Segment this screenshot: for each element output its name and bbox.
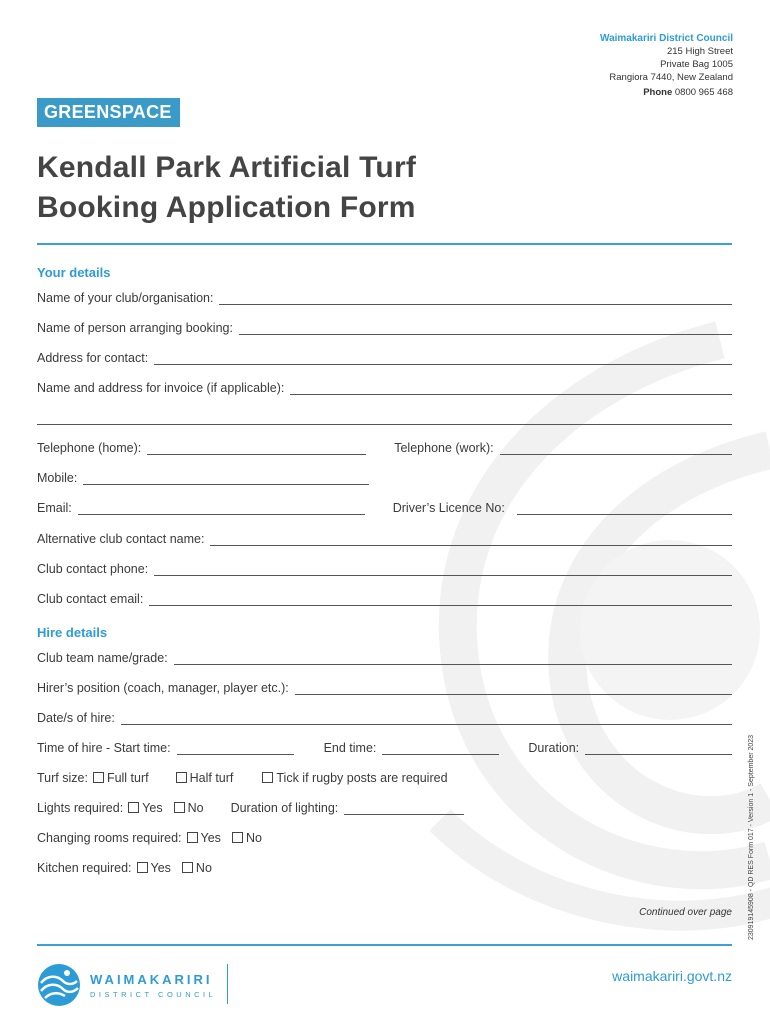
- kitchen-yes-checkbox[interactable]: [137, 862, 148, 873]
- section-heading-hire-details: Hire details: [37, 625, 108, 640]
- kitchen-yes-option[interactable]: [132, 861, 171, 875]
- section-heading-your-details: Your details: [37, 265, 111, 280]
- half-turf-checkbox[interactable]: [176, 772, 187, 783]
- option-label: Full turf: [106, 771, 149, 785]
- rugby-posts-option[interactable]: [257, 771, 447, 785]
- logo-subtitle: DISTRICT COUNCIL: [90, 990, 217, 999]
- club-phone-input[interactable]: [154, 564, 732, 576]
- field-label: Club contact email:: [37, 592, 144, 606]
- field-club-phone: [37, 558, 732, 576]
- end-time-input[interactable]: [382, 743, 499, 755]
- address-line: 215 High Street: [666, 46, 733, 57]
- alternative-contact-input[interactable]: [210, 534, 732, 546]
- field-hire-dates: [37, 707, 732, 725]
- changing-no-checkbox[interactable]: [232, 832, 243, 843]
- lights-no-checkbox[interactable]: [174, 802, 185, 813]
- invoice-address-input[interactable]: [290, 383, 732, 395]
- full-turf-option[interactable]: [88, 771, 149, 785]
- council-logo-icon: [37, 963, 81, 1007]
- field-label: Changing rooms required:: [37, 831, 182, 845]
- club-email-input[interactable]: [149, 594, 732, 606]
- field-contact-address: [37, 347, 732, 365]
- field-label: Duration:: [528, 741, 580, 755]
- invoice-address-input-line2[interactable]: [37, 413, 732, 425]
- field-invoice-address: [37, 377, 732, 395]
- option-label: Half turf: [189, 771, 234, 785]
- half-turf-option[interactable]: [171, 771, 234, 785]
- contact-address-input[interactable]: [154, 353, 732, 365]
- changing-yes-option[interactable]: [182, 831, 221, 845]
- rugby-posts-checkbox[interactable]: [262, 772, 273, 783]
- field-person-arranging: [37, 317, 732, 335]
- address-line: Rangiora 7440, New Zealand: [609, 72, 733, 83]
- website-link[interactable]: waimakariri.govt.nz: [612, 968, 732, 984]
- full-turf-checkbox[interactable]: [93, 772, 104, 783]
- field-label: Name of person arranging booking:: [37, 321, 233, 335]
- phone-number: 0800 965 468: [674, 87, 733, 98]
- field-club-organisation: [37, 287, 732, 305]
- field-label: Name and address for invoice (if applicable):: [37, 381, 285, 395]
- field-club-email: [37, 588, 732, 606]
- phone-row: [600, 86, 733, 99]
- field-label: Address for contact:: [37, 351, 149, 365]
- option-label: Tick if rugby posts are required: [276, 771, 448, 785]
- kitchen-no-checkbox[interactable]: [182, 862, 193, 873]
- logo-wordmark: WAIMAKARIRI: [90, 972, 213, 987]
- address-line: Private Bag 1005: [660, 59, 733, 70]
- duration-input[interactable]: [585, 743, 732, 755]
- field-label: Date/s of hire:: [37, 711, 115, 725]
- field-mobile: [37, 467, 732, 485]
- phone-label: Phone: [643, 87, 673, 98]
- field-changing-rooms: [37, 827, 732, 845]
- telephone-home-input[interactable]: [147, 443, 366, 455]
- field-invoice-address-line2: [37, 407, 732, 425]
- field-label: Lights required:: [37, 801, 124, 815]
- option-label: No: [187, 801, 204, 815]
- greenspace-badge: GREENSPACE: [37, 98, 180, 127]
- changing-no-option[interactable]: [227, 831, 262, 845]
- field-label: Telephone (work):: [394, 441, 494, 455]
- changing-yes-checkbox[interactable]: [187, 832, 198, 843]
- field-lights: [37, 797, 732, 815]
- title-line: Booking Application Form: [37, 191, 416, 224]
- hirer-position-input[interactable]: [295, 683, 732, 695]
- option-label: No: [245, 831, 262, 845]
- field-turf-size: [37, 767, 732, 785]
- telephone-work-input[interactable]: [500, 443, 732, 455]
- hire-dates-input[interactable]: [121, 713, 732, 725]
- field-label: Turf size:: [37, 771, 88, 785]
- team-grade-input[interactable]: [174, 653, 732, 665]
- council-logo-text: [90, 972, 216, 999]
- field-label: Driver’s Licence No:: [392, 501, 505, 515]
- email-input[interactable]: [78, 503, 365, 515]
- lights-yes-checkbox[interactable]: [128, 802, 139, 813]
- person-arranging-input[interactable]: [239, 323, 732, 335]
- field-alternative-contact: [37, 528, 732, 546]
- title-line: Kendall Park Artificial Turf: [37, 151, 417, 184]
- field-label: Club contact phone:: [37, 562, 149, 576]
- document-reference: 230919145908 - QD RES Form 017 - Version 1 - September 2023: [748, 734, 755, 940]
- drivers-licence-input[interactable]: [517, 503, 732, 515]
- field-telephone: [37, 437, 732, 455]
- field-label: Name of your club/organisation:: [37, 291, 214, 305]
- field-label: Time of hire - Start time:: [37, 741, 171, 755]
- title-divider: [37, 243, 732, 245]
- kitchen-no-option[interactable]: [177, 861, 212, 875]
- option-label: Yes: [142, 801, 163, 815]
- council-name: Waimakariri District Council: [600, 33, 733, 44]
- lights-no-option[interactable]: [169, 801, 204, 815]
- field-email-licence: [37, 497, 732, 515]
- field-label: Mobile:: [37, 471, 78, 485]
- continued-note: Continued over page: [639, 907, 732, 918]
- field-label: Duration of lighting:: [230, 801, 339, 815]
- lights-yes-option[interactable]: [123, 801, 162, 815]
- field-label: Kitchen required:: [37, 861, 132, 875]
- field-label: Email:: [37, 501, 72, 515]
- club-organisation-input[interactable]: [219, 293, 732, 305]
- logo-divider: [227, 964, 228, 1004]
- field-label: Hirer’s position (coach, manager, player etc.):: [37, 681, 289, 695]
- mobile-input[interactable]: [83, 473, 369, 485]
- field-kitchen: [37, 857, 732, 875]
- council-address-block: [600, 32, 733, 99]
- field-hirer-position: [37, 677, 732, 695]
- field-label: Alternative club contact name:: [37, 532, 205, 546]
- field-label: End time:: [323, 741, 377, 755]
- footer-divider: [37, 944, 732, 946]
- option-label: No: [195, 861, 212, 875]
- option-label: Yes: [150, 861, 171, 875]
- field-hire-times: [37, 737, 732, 755]
- field-label: Telephone (home):: [37, 441, 142, 455]
- page-title: [37, 148, 416, 228]
- field-team-grade: [37, 647, 732, 665]
- lighting-duration-input[interactable]: [344, 803, 464, 815]
- start-time-input[interactable]: [177, 743, 294, 755]
- field-label: Club team name/grade:: [37, 651, 168, 665]
- option-label: Yes: [200, 831, 221, 845]
